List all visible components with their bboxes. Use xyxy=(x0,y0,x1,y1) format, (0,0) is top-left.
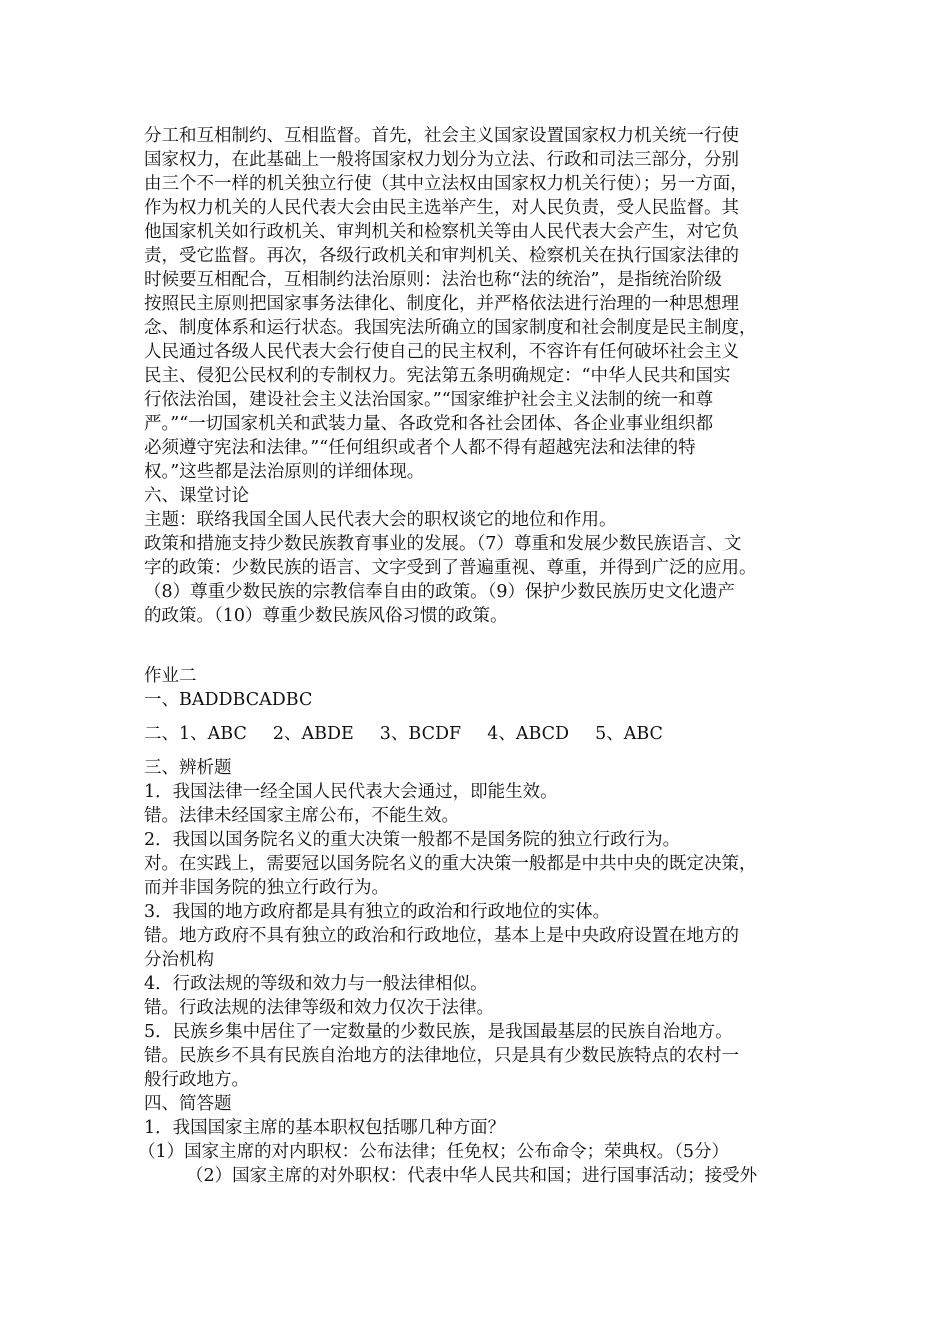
text-line: 权。”这些都是法治原则的详细体现。 xyxy=(144,462,425,482)
text-line: 而并非国务院的独立行政行为。 xyxy=(144,878,389,898)
text-line: 般行政地方。 xyxy=(144,1070,249,1090)
text-line: 错。地方政府不具有独立的政治和行政地位，基本上是中央政府设置在地方的 xyxy=(144,926,739,946)
section1-answers: 一、BADDBCADBC xyxy=(144,690,313,710)
text-line: 政策和措施支持少数民族教育事业的发展。（7）尊重和发展少数民族语言、文 xyxy=(144,534,742,554)
section2-prefix: 二、 xyxy=(144,724,179,744)
text-line: 字的政策：少数民族的语言、文字受到了普遍重视、尊重，并得到广泛的应用。 xyxy=(144,558,757,578)
text-line: 分治机构 xyxy=(144,950,214,970)
homework-title: 作业二 xyxy=(144,666,197,686)
section2-answers xyxy=(144,722,663,746)
text-line: 5．民族乡集中居住了一定数量的少数民族，是我国最基层的民族自治地方。 xyxy=(144,1022,733,1042)
text-line: 他国家机关如行政机关、审判机关和检察机关等由人民代表大会产生，对它负 xyxy=(144,222,739,242)
text-line: 按照民主原则把国家事务法律化、制度化，并严格依法进行治理的一种思想理 xyxy=(144,294,739,314)
answer-text: （2）国家主席的对外职权：代表中华人民共和国；进行国事活动；接受外 xyxy=(186,1166,758,1186)
text-line: 错。民族乡不具有民族自治地方的法律地位，只是具有少数民族特点的农村一 xyxy=(144,1046,739,1066)
answer-item: 1、ABC xyxy=(179,724,247,744)
text-line: 念、制度体系和运行状态。我国宪法所确立的国家制度和社会制度是民主制度， xyxy=(144,318,757,338)
text-line: 错。行政法规的法律等级和效力仅次于法律。 xyxy=(144,998,494,1018)
text-line: 时候要互相配合，互相制约法治原则：法治也称“法的统治”，是指统治阶级 xyxy=(144,270,722,290)
text-line: （8）尊重少数民族的宗教信奉自由的政策。（9）保护少数民族历史文化遗产 xyxy=(144,582,736,602)
text-line: 责，受它监督。再次，各级行政机关和审判机关、检察机关在执行国家法律的 xyxy=(144,246,739,266)
text-line: 3．我国的地方政府都是具有独立的政治和行政地位的实体。 xyxy=(144,902,611,922)
text-line: 由三个不一样的机关独立行使（其中立法权由国家权力机关行使）；另一方面， xyxy=(144,174,748,194)
text-line: 4．行政法规的等级和效力与一般法律相似。 xyxy=(144,974,488,994)
question-text: 1．我国国家主席的基本职权包括哪几种方面？ xyxy=(144,1118,506,1138)
answer-item: 5、ABC xyxy=(595,724,663,744)
discussion-topic: 主题：联络我国全国人民代表大会的职权谈它的地位和作用。 xyxy=(144,510,617,530)
section-heading-short-answer: 四、简答题 xyxy=(144,1094,232,1114)
text-line: 国家权力，在此基础上一般将国家权力划分为立法、行政和司法三部分，分别 xyxy=(144,150,739,170)
answer-item: 4、ABCD xyxy=(487,724,570,744)
text-line: 的政策。（10）尊重少数民族风俗习惯的政策。 xyxy=(144,606,508,626)
text-line: 分工和互相制约、互相监督。首先，社会主义国家设置国家权力机关统一行使 xyxy=(144,126,739,146)
text-line: 对。在实践上，需要冠以国务院名义的重大决策一般都是中共中央的既定决策， xyxy=(144,854,757,874)
text-line: 严。”“一切国家机关和武装力量、各政党和各社会团体、各企业事业组织都 xyxy=(144,414,714,434)
text-line: 必须遵守宪法和法律。”“任何组织或者个人都不得有超越宪法和法律的特 xyxy=(144,438,696,458)
text-line: 1．我国法律一经全国人民代表大会通过，即能生效。 xyxy=(144,782,558,802)
text-line: 人民通过各级人民代表大会行使自己的民主权利，不容许有任何破坏社会主义 xyxy=(144,342,739,362)
text-line: 2．我国以国务院名义的重大决策一般都不是国务院的独立行政行为。 xyxy=(144,830,681,850)
section-heading-analysis: 三、辨析题 xyxy=(144,758,232,778)
text-line: 民主、侵犯公民权利的专制权力。宪法第五条明确规定：“中华人民共和国实 xyxy=(144,366,731,386)
text-line: 行依法治国，建设社会主义法治国家。”“国家维护社会主义法制的统一和尊 xyxy=(144,390,714,410)
answer-text: （1）国家主席的对内职权：公布法律；任免权；公布命令；荣典权。（5分） xyxy=(138,1142,730,1162)
answer-item: 3、BCDF xyxy=(379,724,462,744)
text-line: 错。法律未经国家主席公布，不能生效。 xyxy=(144,806,459,826)
text-line: 作为权力机关的人民代表大会由民主选举产生，对人民负责，受人民监督。其 xyxy=(144,198,739,218)
answer-item: 2、ABDE xyxy=(272,724,354,744)
section-heading-discussion: 六、课堂讨论 xyxy=(144,486,249,506)
